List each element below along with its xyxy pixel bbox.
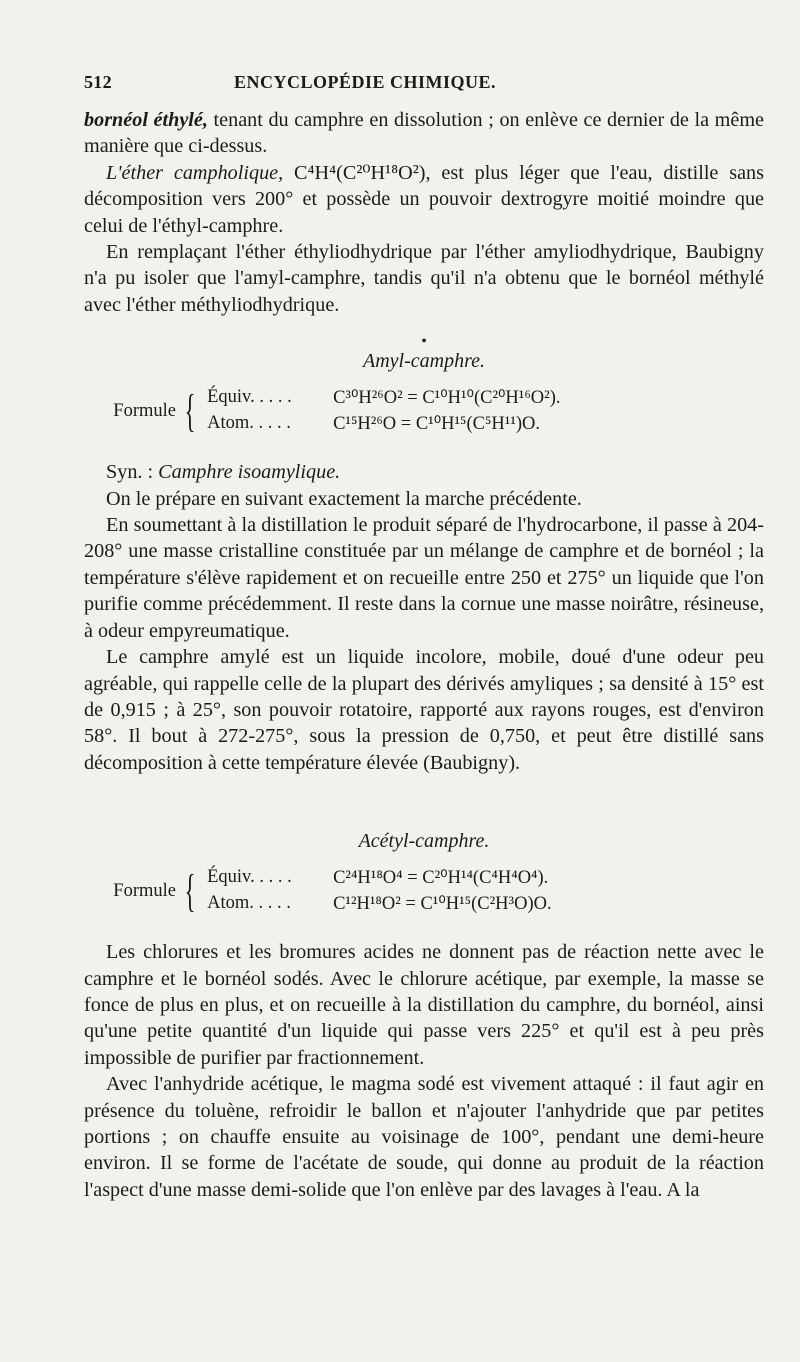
- formula-expression: C²⁴H¹⁸O⁴ = C²⁰H¹⁴(C⁴H⁴O⁴).: [333, 868, 549, 889]
- intro-p2-italic: L'éther campholique,: [106, 161, 284, 184]
- formula-expression: C¹²H¹⁸O² = C¹⁰H¹⁵(C²H³O)O.: [333, 894, 552, 915]
- intro-paragraph-1: [84, 107, 764, 160]
- amyl-paragraph-3: Le camphre amylé est un liquide incolore, mobile, doué d'une odeur peu agréable, qui rappelle celle de la plupart des dérivés amyliques ; sa densité à 15° est de 0,915 ; à 25°, son pouvoir rotatoire, rapporté aux rayons rouges, est d'environ 58°. Il bout à 272-275°, sous la pression de 0,750, et peut être distillé sans décomposition à cette température élevée (Baubigny).: [84, 646, 764, 774]
- formula-key: Atom. . . . .: [207, 413, 291, 434]
- formula-block-acetyl: [104, 867, 764, 915]
- formula-label: Formule: [113, 400, 176, 421]
- formula-row-equiv: [207, 867, 552, 889]
- formula-block-amyl: [104, 387, 764, 435]
- intro-p1-italic: bornéol éthylé,: [84, 109, 208, 131]
- formula-row-atom: [207, 893, 552, 915]
- section-title-acetyl: Acétyl-camphre.: [358, 830, 490, 853]
- section-title-amyl: Amyl-camphre.: [363, 350, 485, 373]
- acetyl-paragraph-1: Les chlorures et les bromures acides ne donnent pas de réaction nette avec le camphre et le bornéol sodés. Avec le chlorure acétique, par exemple, la masse se fonce de plus en plus, et on recueille à la distillation du camphre, du bornéol, ainsi qu'une petite quantité d'un liquide qui passe vers 225° et qu'il est à peu près impossible de purifier par fractionnement.: [84, 941, 764, 1069]
- formula-key: Équiv. . . . .: [207, 867, 292, 888]
- page-number: 512: [84, 72, 112, 92]
- synonym-name: Camphre isoamylique.: [158, 461, 341, 484]
- intro-paragraph-2: [84, 160, 764, 239]
- formula-label: Formule: [113, 880, 176, 901]
- intro-paragraph-3: En remplaçant l'éther éthyliodhydrique par l'éther amyliodhydrique, Baubigny n'a pu isoler que l'amyl-camphre, tandis qu'il n'a obtenu que le bornéol méthylé avec l'éther méthyliodhydrique.: [84, 241, 764, 316]
- amyl-paragraph-2: En soumettant à la distillation le produit séparé de l'hydrocarbone, il passe à 204-208° une masse cristalline constituée par un mélange de camphre et de bornéol ; la température s'élève rapidement et on recueille entre 250 et 275° un liquide que l'on purifie comme précédemment. Il reste dans la cornue une masse noirâtre, résineuse, à odeur empyreumatique.: [84, 514, 764, 642]
- intro-p2-text: C⁴H⁴(C²⁰H¹⁸O²), est plus léger que l'eau, distille sans décomposition vers 200° et possède un pouvoir dextrogyre moitié moindre que celui de l'éthyl-camphre.: [84, 161, 764, 237]
- amyl-paragraph-1: On le prépare en suivant exactement la marche précédente.: [106, 487, 582, 510]
- intro-p1-text: tenant du camphre en dissolution ; on enlève ce dernier de la même manière que ci-dessus.: [84, 109, 764, 158]
- brace-icon: {: [184, 385, 196, 437]
- brace-icon: {: [184, 865, 196, 917]
- page-header: [84, 72, 764, 93]
- section-dot: •: [421, 333, 427, 351]
- formula-expression: C³⁰H²⁶O² = C¹⁰H¹⁰(C²⁰H¹⁶O²).: [333, 388, 561, 409]
- synonym-line: [84, 459, 764, 485]
- running-title: ENCYCLOPÉDIE CHIMIQUE.: [234, 72, 497, 92]
- formula-expression: C¹⁵H²⁶O = C¹⁰H¹⁵(C⁵H¹¹)O.: [333, 414, 541, 435]
- formula-row-equiv: [207, 387, 560, 409]
- formula-key: Atom. . . . .: [207, 893, 291, 914]
- formula-row-atom: [207, 413, 560, 435]
- acetyl-paragraph-2: Avec l'anhydride acétique, le magma sodé est vivement attaqué : il faut agir en présence du toluène, refroidir le ballon et n'ajouter l'anhydride que par petites portions ; on chauffe ensuite au voisinage de 100°, pendant une demi-heure environ. Il se forme de l'acétate de soude, qui donne au produit de la réaction l'aspect d'une masse demi-solide que l'on enlève par des lavages à l'eau. A la: [84, 1073, 764, 1201]
- synonym-label: Syn. :: [106, 461, 159, 484]
- formula-key: Équiv. . . . .: [207, 387, 292, 408]
